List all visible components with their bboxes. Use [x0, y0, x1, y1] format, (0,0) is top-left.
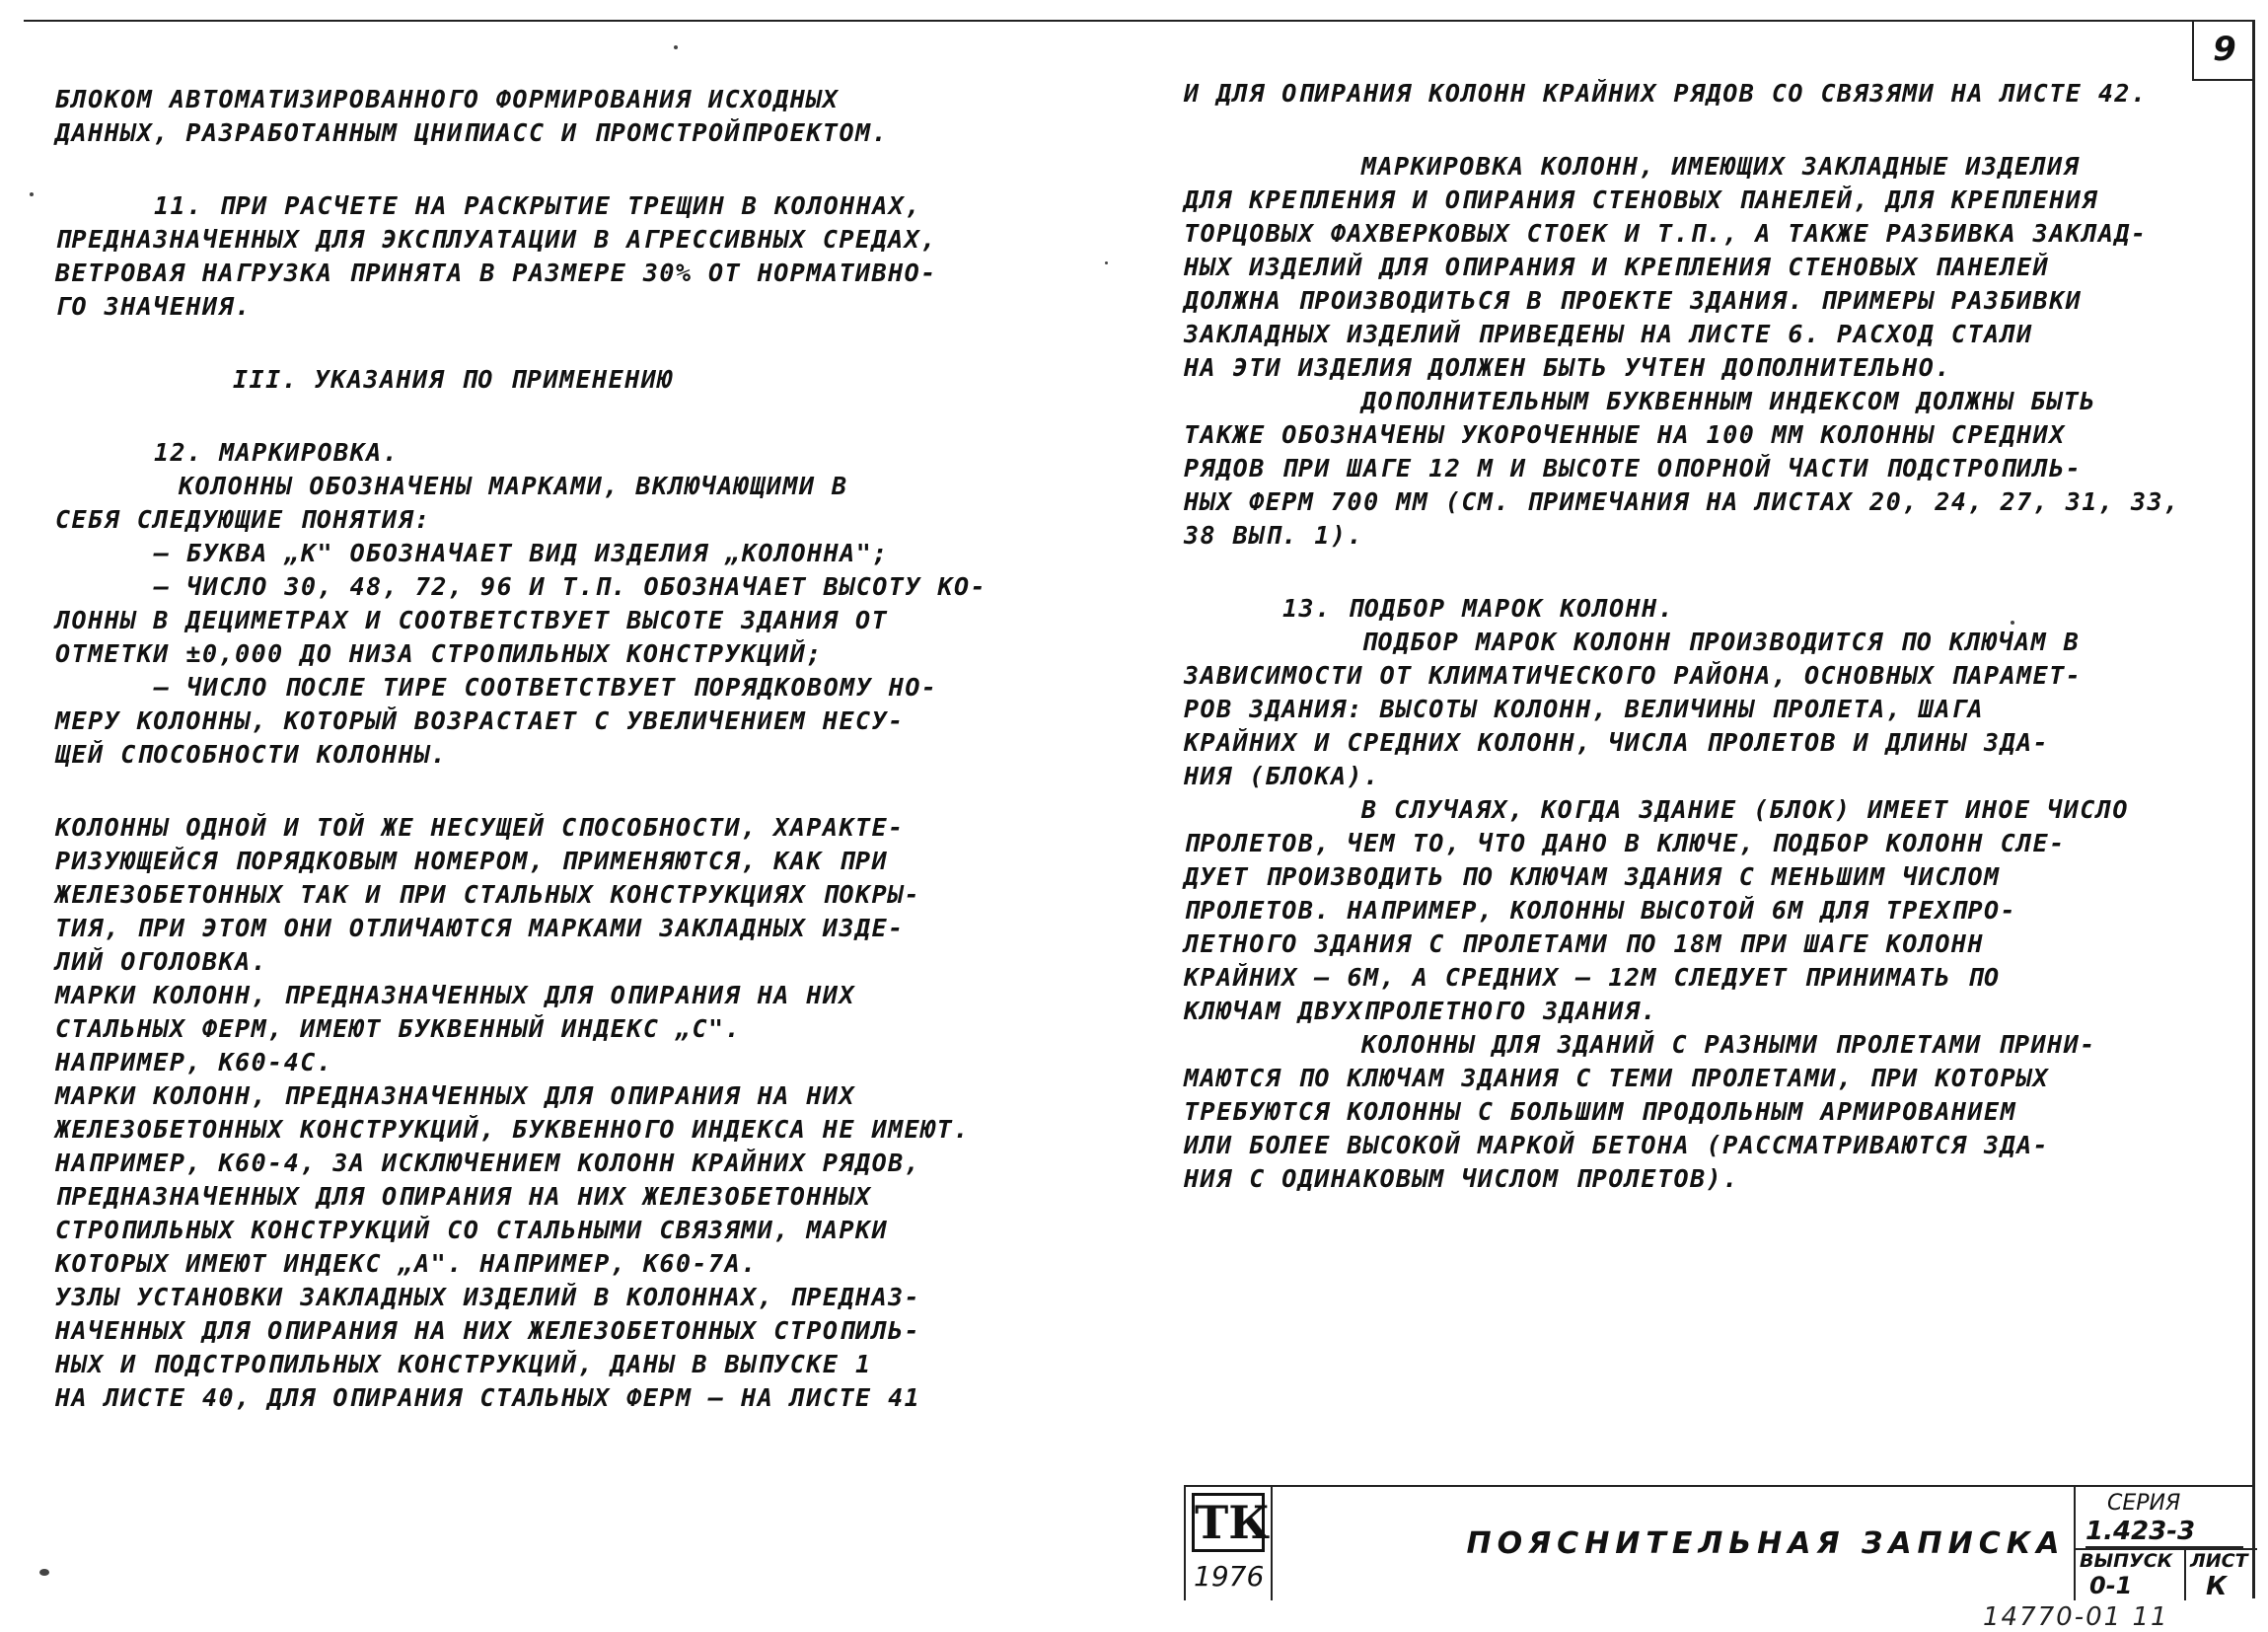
text-line: МАРКИРОВКА КОЛОНН, ИМЕЮЩИХ ЗАКЛАДНЫЕ ИЗДЕЛИЯ: [1361, 152, 2081, 181]
issue-value: 0-1: [2089, 1572, 2133, 1599]
series-label: СЕРИЯ: [2107, 1491, 2181, 1516]
scan-speck: [674, 45, 678, 49]
text-line: НЫХ И ПОДСТРОПИЛЬНЫХ КОНСТРУКЦИЙ, ДАНЫ В ВЫПУСКЕ 1: [55, 1350, 872, 1378]
text-line: ДОПОЛНИТЕЛЬНЫМ БУКВЕННЫМ ИНДЕКСОМ ДОЛЖНЫ БЫТЬ: [1361, 387, 2096, 415]
scan-speck: [39, 1569, 49, 1576]
text-line: НИЯ С ОДИНАКОВЫМ ЧИСЛОМ ПРОЛЕТОВ).: [1184, 1164, 1739, 1193]
text-line: ПОДБОР МАРОК КОЛОНН ПРОИЗВОДИТСЯ ПО КЛЮЧАМ В: [1361, 628, 2081, 656]
issue-label: ВЫПУСК: [2080, 1550, 2173, 1572]
text-line: ТАКЖЕ ОБОЗНАЧЕНЫ УКОРОЧЕННЫЕ НА 100 ММ КОЛОННЫ СРЕДНИХ: [1184, 420, 2066, 449]
paragraph-gap: [55, 772, 1061, 811]
text-line: СТАЛЬНЫХ ФЕРМ, ИМЕЮТ БУКВЕННЫЙ ИНДЕКС „С".: [55, 1014, 742, 1043]
text-line: КЛЮЧАМ ДВУХПРОЛЕТНОГО ЗДАНИЯ.: [1184, 997, 1657, 1025]
text-line: В СЛУЧАЯХ, КОГДА ЗДАНИЕ (БЛОК) ИМЕЕТ ИНОЕ ЧИСЛО: [1361, 795, 2129, 824]
text-line: ПРЕДНАЗНАЧЕННЫХ ДЛЯ ОПИРАНИЯ НА НИХ ЖЕЛЕЗОБЕТОННЫХ: [55, 1182, 872, 1211]
text-line: КОЛОННЫ ОДНОЙ И ТОЙ ЖЕ НЕСУЩЕЙ СПОСОБНОСТИ, ХАРАКТЕ-: [55, 813, 905, 842]
title-block: [1184, 1485, 2255, 1601]
text-line: РОВ ЗДАНИЯ: ВЫСОТЫ КОЛОНН, ВЕЛИЧИНЫ ПРОЛЕТА, ШАГА: [1184, 695, 1985, 723]
page-number: 9: [2192, 20, 2255, 81]
archive-number: 14770-01 11: [1983, 1602, 2169, 1632]
text-line: МАРКИ КОЛОНН, ПРЕДНАЗНАЧЕННЫХ ДЛЯ ОПИРАНИЯ НА НИХ: [55, 1081, 856, 1110]
text-line: ЗАКЛАДНЫХ ИЗДЕЛИЙ ПРИВЕДЕНЫ НА ЛИСТЕ 6. РАСХОД СТАЛИ: [1184, 320, 2033, 348]
stamp-year: 1976: [1194, 1560, 1265, 1593]
text-line: МЕРУ КОЛОННЫ, КОТОРЫЙ ВОЗРАСТАЕТ С УВЕЛИЧЕНИЕМ НЕСУ-: [55, 706, 905, 735]
text-line: КРАЙНИХ И СРЕДНИХ КОЛОНН, ЧИСЛА ПРОЛЕТОВ И ДЛИНЫ ЗДА-: [1184, 728, 2050, 757]
text-line: 38 ВЫП. 1).: [1184, 521, 1364, 550]
text-line: — ЧИСЛО 30, 48, 72, 96 И Т.П. ОБОЗНАЧАЕТ ВЫСОТУ КО-: [154, 572, 988, 601]
text-line: НАПРИМЕР, К60-4, ЗА ИСКЛЮЧЕНИЕМ КОЛОНН КРАЙНИХ РЯДОВ,: [55, 1149, 921, 1177]
text-line: ТОРЦОВЫХ ФАХВЕРКОВЫХ СТОЕК И Т.П., А ТАКЖЕ РАЗБИВКА ЗАКЛАД-: [1184, 219, 2148, 248]
text-line: ЖЕЛЕЗОБЕТОННЫХ КОНСТРУКЦИЙ, БУКВЕННОГО ИНДЕКСА НЕ ИМЕЮТ.: [55, 1115, 970, 1144]
text-line: III. УКАЗАНИЯ ПО ПРИМЕНЕНИЮ: [233, 365, 674, 394]
text-line: НАЧЕННЫХ ДЛЯ ОПИРАНИЯ НА НИХ ЖЕЛЕЗОБЕТОННЫХ СТРОПИЛЬ-: [55, 1316, 921, 1345]
text-line: ДЛЯ КРЕПЛЕНИЯ И ОПИРАНИЯ СТЕНОВЫХ ПАНЕЛЕЙ, ДЛЯ КРЕПЛЕНИЯ: [1184, 185, 2098, 214]
document-title: ПОЯСНИТЕЛЬНАЯ ЗАПИСКА: [1466, 1526, 2066, 1561]
paragraph-gap: [55, 324, 1061, 363]
scan-speck: [2011, 621, 2014, 625]
text-line: НА ЛИСТЕ 40, ДЛЯ ОПИРАНИЯ СТАЛЬНЫХ ФЕРМ — НА ЛИСТЕ 41: [55, 1383, 921, 1412]
series-value: 1.423-3: [2085, 1517, 2243, 1548]
text-line: ЛОННЫ В ДЕЦИМЕТРАХ И СООТВЕТСТВУЕТ ВЫСОТЕ ЗДАНИЯ ОТ: [55, 606, 889, 634]
text-line: ТИЯ, ПРИ ЭТОМ ОНИ ОТЛИЧАЮТСЯ МАРКАМИ ЗАКЛАДНЫХ ИЗДЕ-: [55, 914, 905, 942]
text-line: МАЮТСЯ ПО КЛЮЧАМ ЗДАНИЯ С ТЕМИ ПРОЛЕТАМИ, ПРИ КОТОРЫХ: [1184, 1064, 2050, 1092]
text-line: КОЛОННЫ ДЛЯ ЗДАНИЙ С РАЗНЫМИ ПРОЛЕТАМИ ПРИНИ-: [1361, 1030, 2096, 1059]
text-line: МАРКИ КОЛОНН, ПРЕДНАЗНАЧЕННЫХ ДЛЯ ОПИРАНИЯ НА НИХ: [55, 981, 856, 1009]
text-line: И ДЛЯ ОПИРАНИЯ КОЛОНН КРАЙНИХ РЯДОВ СО СВЯЗЯМИ НА ЛИСТЕ 42.: [1184, 79, 2148, 108]
text-line: КОТОРЫХ ИМЕЮТ ИНДЕКС „А". НАПРИМЕР, К60-7А.: [55, 1249, 758, 1278]
text-line: ГО ЗНАЧЕНИЯ.: [55, 292, 252, 321]
sheet-value: К: [2206, 1572, 2228, 1601]
stamp-vertical-divider: [2184, 1548, 2186, 1600]
text-line: РЯДОВ ПРИ ШАГЕ 12 М И ВЫСОТЕ ОПОРНОЙ ЧАСТИ ПОДСТРОПИЛЬ-: [1184, 454, 2083, 482]
text-line: ПРОЛЕТОВ. НАПРИМЕР, КОЛОННЫ ВЫСОТОЙ 6М ДЛЯ ТРЕХПРО-: [1184, 896, 2017, 925]
scan-speck: [1105, 261, 1108, 264]
sheet-label: ЛИСТ: [2190, 1550, 2248, 1572]
text-line: ТРЕБУЮТСЯ КОЛОННЫ С БОЛЬШИМ ПРОДОЛЬНЫМ АРМИРОВАНИЕМ: [1184, 1097, 2017, 1126]
text-line: УЗЛЫ УСТАНОВКИ ЗАКЛАДНЫХ ИЗДЕЛИЙ В КОЛОННАХ, ПРЕДНАЗ-: [55, 1283, 921, 1311]
text-line: РИЗУЮЩЕЙСЯ ПОРЯДКОВЫМ НОМЕРОМ, ПРИМЕНЯЮТСЯ, КАК ПРИ: [55, 847, 889, 875]
right-text-column: [1184, 77, 2210, 1196]
text-line: ОТМЕТКИ ±0,000 ДО НИЗА СТРОПИЛЬНЫХ КОНСТРУКЦИЙ;: [55, 639, 823, 668]
paragraph-gap: [55, 150, 1061, 189]
text-line: ДАННЫХ, РАЗРАБОТАННЫМ ЦНИПИАСС И ПРОМСТРОЙПРОЕКТОМ.: [55, 118, 889, 147]
text-line: ИЛИ БОЛЕЕ ВЫСОКОЙ МАРКОЙ БЕТОНА (РАССМАТРИВАЮТСЯ ЗДА-: [1184, 1131, 2050, 1159]
text-line: 12. МАРКИРОВКА.: [154, 438, 400, 467]
text-line: НИЯ (БЛОКА).: [1184, 762, 1380, 790]
text-line: НАПРИМЕР, К60-4С.: [55, 1048, 333, 1076]
text-line: ЗАВИСИМОСТИ ОТ КЛИМАТИЧЕСКОГО РАЙОНА, ОСНОВНЫХ ПАРАМЕТ-: [1184, 661, 2083, 690]
paragraph-gap: [55, 397, 1061, 436]
paragraph-gap: [1184, 553, 2210, 592]
text-line: 13. ПОДБОР МАРОК КОЛОНН.: [1282, 594, 1675, 623]
text-line: — БУКВА „К" ОБОЗНАЧАЕТ ВИД ИЗДЕЛИЯ „КОЛОННА";: [154, 539, 889, 567]
text-line: ВЕТРОВАЯ НАГРУЗКА ПРИНЯТА В РАЗМЕРЕ 30% ОТ НОРМАТИВНО-: [55, 259, 937, 287]
text-line: СТРОПИЛЬНЫХ КОНСТРУКЦИЙ СО СТАЛЬНЫМИ СВЯЗЯМИ, МАРКИ: [55, 1216, 889, 1244]
tk-logo-cell: [1184, 1487, 1273, 1600]
text-line: ЖЕЛЕЗОБЕТОННЫХ ТАК И ПРИ СТАЛЬНЫХ КОНСТРУКЦИЯХ ПОКРЫ-: [55, 880, 921, 909]
text-line: КОЛОННЫ ОБОЗНАЧЕНЫ МАРКАМИ, ВКЛЮЧАЮЩИМИ В: [179, 472, 848, 500]
text-line: НЫХ ИЗДЕЛИЙ ДЛЯ ОПИРАНИЯ И КРЕПЛЕНИЯ СТЕНОВЫХ ПАНЕЛЕЙ: [1184, 253, 2050, 281]
text-line: ЛИЙ ОГОЛОВКА.: [55, 947, 268, 976]
text-line: ДУЕТ ПРОИЗВОДИТЬ ПО КЛЮЧАМ ЗДАНИЯ С МЕНЬШИМ ЧИСЛОМ: [1184, 862, 2001, 891]
text-line: БЛОКОМ АВТОМАТИЗИРОВАННОГО ФОРМИРОВАНИЯ ИСХОДНЫХ: [55, 85, 840, 113]
text-line: НА ЭТИ ИЗДЕЛИЯ ДОЛЖЕН БЫТЬ УЧТЕН ДОПОЛНИТЕЛЬНО.: [1184, 353, 1951, 382]
paragraph-gap: [1184, 111, 2210, 150]
text-line: ПРОЛЕТОВ, ЧЕМ ТО, ЧТО ДАНО В КЛЮЧЕ, ПОДБОР КОЛОНН СЛЕ-: [1184, 829, 2066, 857]
text-line: НЫХ ФЕРМ 700 ММ (СМ. ПРИМЕЧАНИЯ НА ЛИСТАХ 20, 24, 27, 31, 33,: [1184, 487, 2180, 516]
left-text-column: [55, 83, 1061, 1415]
series-cell: [2074, 1487, 2255, 1600]
text-line: — ЧИСЛО ПОСЛЕ ТИРЕ СООТВЕТСТВУЕТ ПОРЯДКОВОМУ НО-: [154, 673, 938, 702]
scan-speck: [30, 192, 34, 196]
text-line: ЩЕЙ СПОСОБНОСТИ КОЛОННЫ.: [55, 740, 448, 769]
text-line: ЛЕТНОГО ЗДАНИЯ С ПРОЛЕТАМИ ПО 18М ПРИ ШАГЕ КОЛОНН: [1184, 929, 1985, 958]
tk-logo: ТК: [1192, 1493, 1265, 1552]
text-line: КРАЙНИХ — 6М, А СРЕДНИХ — 12М СЛЕДУЕТ ПРИНИМАТЬ ПО: [1184, 963, 2001, 992]
text-line: ПРЕДНАЗНАЧЕННЫХ ДЛЯ ЭКСПЛУАТАЦИИ В АГРЕССИВНЫХ СРЕДАХ,: [55, 225, 937, 254]
text-line: 11. ПРИ РАСЧЕТЕ НА РАСКРЫТИЕ ТРЕЩИН В КОЛОННАХ,: [154, 191, 921, 220]
text-line: СЕБЯ СЛЕДУЮЩИЕ ПОНЯТИЯ:: [55, 505, 431, 534]
text-line: ДОЛЖНА ПРОИЗВОДИТЬСЯ В ПРОЕКТЕ ЗДАНИЯ. ПРИМЕРЫ РАЗБИВКИ: [1184, 286, 2083, 315]
